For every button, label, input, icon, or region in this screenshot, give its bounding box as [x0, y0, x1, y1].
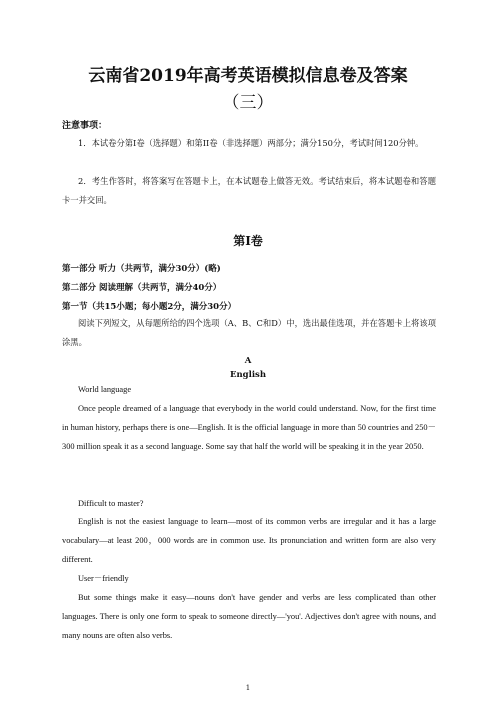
- section-one-heading: 第一节（共15小题；每小题2分，满分30分）: [62, 302, 237, 312]
- notice-label: 注意事项：: [62, 121, 108, 131]
- subheading-user-friendly: User－friendly: [78, 574, 129, 583]
- instruction-text: 阅读下列短文，从每题所给的四个选项（A、B、C和D）中，选出最佳选项，并在答题卡上将该项涂黑。: [62, 318, 436, 347]
- part-one-heading: 第一部分 听力（共两节，满分30分）(略): [62, 264, 221, 274]
- paragraph-3: But some things make it easy—nouns don't have gender and verbs are less complicated than other languages. There is only one form to speak to someone directly—'you'. Adjectives don't agree with nouns, and many nouns are often also verbs.: [62, 593, 436, 640]
- passage-title: English: [229, 370, 267, 380]
- page-number: 1: [245, 684, 251, 692]
- notice-item-1: 1．本试卷分第I卷（选择题）和第II卷（非选择题）两部分；满分150分，考试时间120分钟。: [78, 138, 424, 148]
- document-title: 云南省2019年高考英语模拟信息卷及答案: [88, 66, 408, 86]
- part-two-heading: 第二部分 阅读理解（共两节，满分40分）: [62, 283, 222, 293]
- volume-title: 第I卷: [233, 234, 263, 248]
- subheading-world-language: World language: [78, 385, 132, 394]
- paragraph-1: Once people dreamed of a language that everybody in the world could understand. Now, for the first time in human history, perhaps there is one—English. It is the official language in more than 50 countries and 250－300 million speak it as a second language. Some say that half the world will be speaking it in the year 2050.: [62, 404, 436, 451]
- document-subtitle: （三）: [222, 93, 274, 113]
- subheading-difficult: Difficult to master?: [78, 499, 144, 508]
- notice-item-2: 2．考生作答时，将答案写在答题卡上，在本试题卷上做答无效。考试结束后，将本试题卷和答题卡一并交回。: [62, 176, 436, 205]
- passage-letter: A: [244, 356, 252, 366]
- paragraph-2: English is not the easiest language to learn—most of its common verbs are irregular and it has a large vocabulary—at least 200，000 words are in common use. Its pronunciation and written form are also very different.: [62, 517, 436, 564]
